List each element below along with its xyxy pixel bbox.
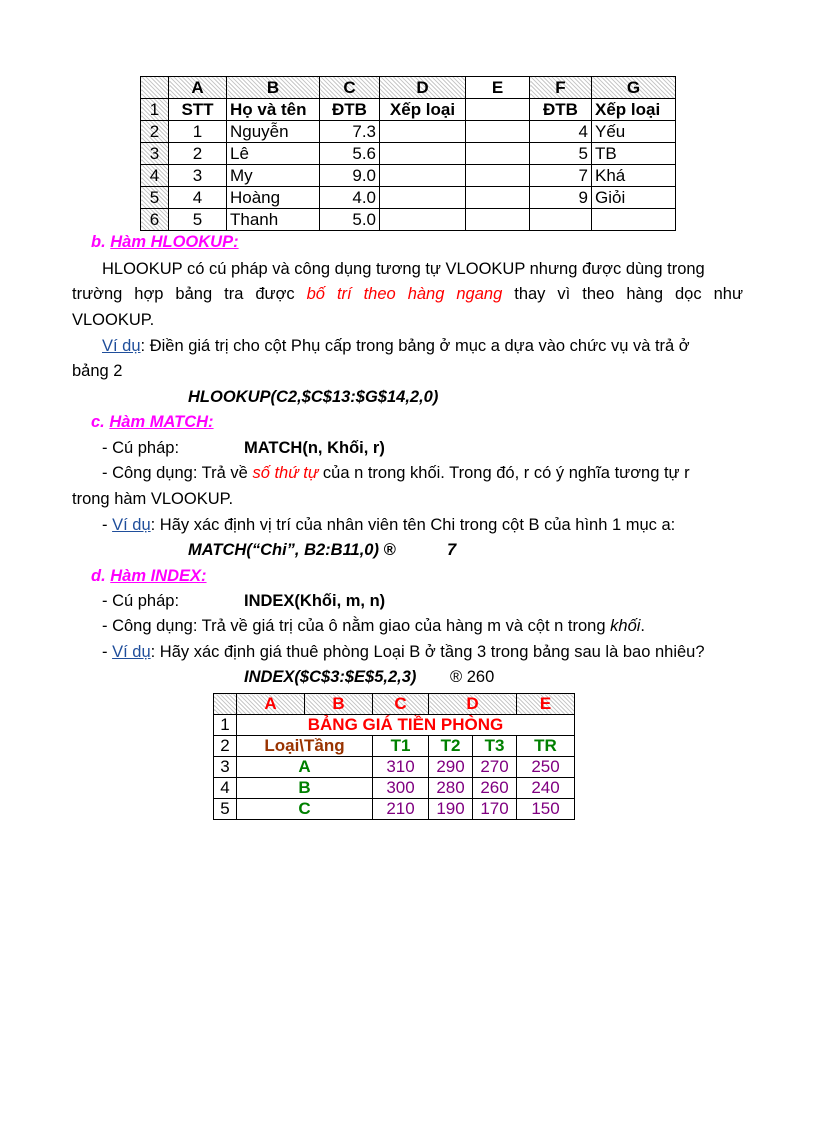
formula-hlookup: HLOOKUP(C2,$C$13:$G$14,2,0): [188, 388, 439, 406]
cell-room-type: C: [237, 799, 373, 820]
cell-name: Hoàng: [227, 187, 320, 209]
usage-line: - Công dụng: Trả về số thứ tự của n trong khối. Trong đó, r có ý nghĩa tương tự r: [102, 464, 690, 482]
example-link[interactable]: Ví dụ: [102, 337, 141, 355]
header-t1: T1: [373, 736, 429, 757]
cell-dtb: 9.0: [320, 165, 380, 187]
row-header: 6: [141, 209, 169, 231]
cell-price: 260: [473, 778, 517, 799]
table-row: [141, 165, 676, 187]
col-header: C: [373, 694, 429, 715]
cell-price: 250: [517, 757, 575, 778]
example-line: - Ví dụ: Hãy xác định giá thuê phòng Loại B ở tầng 3 trong bảng sau là bao nhiêu?: [102, 643, 705, 661]
cell-empty: [466, 187, 530, 209]
cell-price: 310: [373, 757, 429, 778]
cell-xep-loai: [380, 187, 466, 209]
cell-xep-loai: [380, 143, 466, 165]
section-heading-index: d. Hàm INDEX:: [91, 567, 207, 585]
cell-name: Thanh: [227, 209, 320, 231]
cell-stt: 4: [169, 187, 227, 209]
cell-price: 270: [473, 757, 517, 778]
header-t3: T3: [473, 736, 517, 757]
row-header: 3: [141, 143, 169, 165]
example-link[interactable]: Ví dụ: [112, 516, 151, 534]
corner-cell: [214, 694, 237, 715]
col-header: G: [592, 77, 676, 99]
cell-price: 170: [473, 799, 517, 820]
cell-xep-loai: [380, 121, 466, 143]
col-header: F: [530, 77, 592, 99]
emphasis-text: bố trí theo hàng ngang: [306, 285, 503, 303]
cell-stt: 1: [169, 121, 227, 143]
room-price-sheet: [213, 693, 575, 820]
section-heading-match: c. Hàm MATCH:: [91, 413, 214, 431]
cell-dtb: 5.0: [320, 209, 380, 231]
cell-lookup-xep-loai: Khá: [592, 165, 676, 187]
table-title: BẢNG GIÁ TIỀN PHÒNG: [237, 715, 575, 736]
row-header: 1: [214, 715, 237, 736]
cell-lookup-xep-loai: Giỏi: [592, 187, 676, 209]
cell-lookup-dtb: [530, 209, 592, 231]
col-header: A: [237, 694, 305, 715]
cell-empty: [466, 209, 530, 231]
table-row: [214, 799, 575, 820]
cell-price: 290: [429, 757, 473, 778]
header-stt: STT: [169, 99, 227, 121]
formula-result: 7: [447, 541, 457, 559]
section-heading-hlookup: b. Hàm HLOOKUP:: [91, 233, 239, 251]
header-empty: [466, 99, 530, 121]
cell-empty: [466, 143, 530, 165]
emphasis-text: số thứ tự: [252, 464, 319, 482]
header-dtb: ĐTB: [320, 99, 380, 121]
cell-name: Nguyễn: [227, 121, 320, 143]
paragraph-line: trong hàm VLOOKUP.: [72, 490, 234, 508]
example-line: Ví dụ: Điền giá trị cho cột Phụ cấp trong bảng ở mục a dựa vào chức vụ và trả ở: [102, 337, 690, 355]
header-xep-loai-lookup: Xếp loại: [592, 99, 676, 121]
cell-empty: [466, 165, 530, 187]
cell-dtb: 7.3: [320, 121, 380, 143]
col-header: D: [429, 694, 517, 715]
cell-lookup-xep-loai: TB: [592, 143, 676, 165]
row-header: 2: [214, 736, 237, 757]
paragraph-line: HLOOKUP có cú pháp và công dụng tương tự VLOOKUP nhưng được dùng trong: [102, 260, 705, 278]
cell-stt: 3: [169, 165, 227, 187]
student-grade-sheet: [140, 76, 676, 231]
cell-empty: [466, 121, 530, 143]
cell-room-type: B: [237, 778, 373, 799]
cell-dtb: 4.0: [320, 187, 380, 209]
table-row: [214, 778, 575, 799]
cell-lookup-xep-loai: [592, 209, 676, 231]
usage-line: - Công dụng: Trả về giá trị của ô nằm giao của hàng m và cột n trong khối.: [102, 617, 646, 635]
syntax-match: MATCH(n, Khối, r): [244, 439, 385, 457]
example-link[interactable]: Ví dụ: [112, 643, 151, 661]
cell-name: My: [227, 165, 320, 187]
header-tr: TR: [517, 736, 575, 757]
col-header: D: [380, 77, 466, 99]
header-xep-loai: Xếp loại: [380, 99, 466, 121]
cell-lookup-dtb: 9: [530, 187, 592, 209]
row-header: 3: [214, 757, 237, 778]
syntax-label: - Cú pháp:: [102, 439, 180, 457]
formula-index: INDEX($C$3:$E$5,2,3): [244, 668, 417, 686]
syntax-label: - Cú pháp:: [102, 592, 180, 610]
cell-lookup-xep-loai: Yếu: [592, 121, 676, 143]
cell-price: 240: [517, 778, 575, 799]
cell-price: 150: [517, 799, 575, 820]
table-row: [141, 121, 676, 143]
row-header: 5: [141, 187, 169, 209]
row-header: 5: [214, 799, 237, 820]
cell-room-type: A: [237, 757, 373, 778]
cell-price: 280: [429, 778, 473, 799]
corner-cell: [141, 77, 169, 99]
paragraph-line: VLOOKUP.: [72, 311, 155, 329]
cell-lookup-dtb: 7: [530, 165, 592, 187]
table-row: [141, 187, 676, 209]
col-header: A: [169, 77, 227, 99]
cell-dtb: 5.6: [320, 143, 380, 165]
cell-lookup-dtb: 4: [530, 121, 592, 143]
cell-price: 300: [373, 778, 429, 799]
row-header: 4: [141, 165, 169, 187]
row-header: 1: [141, 99, 169, 121]
paragraph-line: bảng 2: [72, 362, 123, 380]
col-header: E: [466, 77, 530, 99]
row-header: 4: [214, 778, 237, 799]
cell-stt: 5: [169, 209, 227, 231]
table-row: [141, 209, 676, 231]
col-header: B: [305, 694, 373, 715]
header-dtb-lookup: ĐTB: [530, 99, 592, 121]
header-name: Họ và tên: [227, 99, 320, 121]
cell-stt: 2: [169, 143, 227, 165]
table-row: [214, 757, 575, 778]
formula-result: ® 260: [450, 668, 495, 686]
col-header: C: [320, 77, 380, 99]
cell-xep-loai: [380, 209, 466, 231]
cell-lookup-dtb: 5: [530, 143, 592, 165]
example-line: - Ví dụ: Hãy xác định vị trí của nhân viên tên Chi trong cột B của hình 1 mục a:: [102, 516, 676, 534]
header-t2: T2: [429, 736, 473, 757]
cell-xep-loai: [380, 165, 466, 187]
row-header: 2: [141, 121, 169, 143]
paragraph-line: trường hợp bảng tra được bố trí theo hàng ngang thay vì theo hàng dọc như: [72, 285, 743, 303]
cell-name: Lê: [227, 143, 320, 165]
cell-price: 190: [429, 799, 473, 820]
table-row: [141, 143, 676, 165]
formula-match: MATCH(“Chi”, B2:B11,0) ®: [188, 541, 396, 559]
syntax-index: INDEX(Khối, m, n): [244, 592, 386, 610]
col-header: B: [227, 77, 320, 99]
cell-price: 210: [373, 799, 429, 820]
header-type-floor: Loại\Tầng: [237, 736, 373, 757]
col-header: E: [517, 694, 575, 715]
